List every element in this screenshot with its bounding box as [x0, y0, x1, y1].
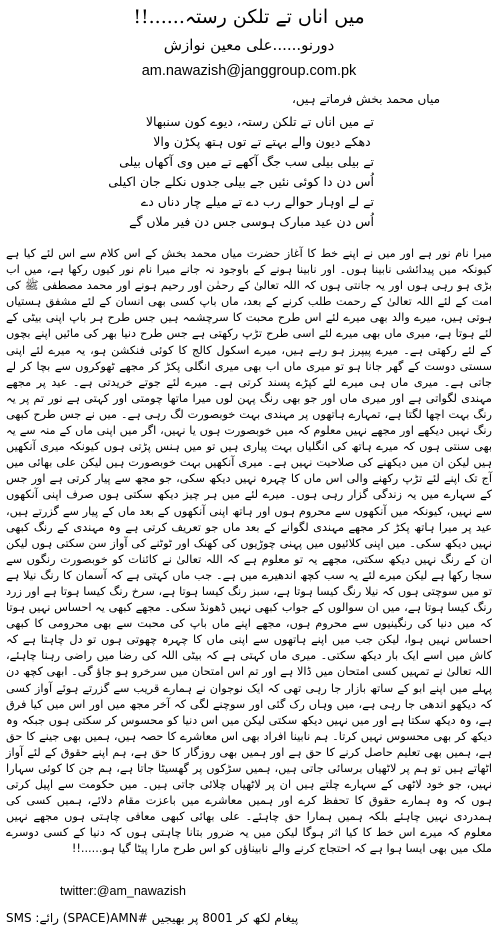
poem-intro: میاں محمد بخش فرماتے ہیں، [291, 92, 440, 106]
author-email: am.nawazish@janggroup.com.pk [141, 63, 357, 79]
sms-instructions: SMS :رائے (SPACE)AMN# پیغام لکھ کر 8001 پر بھیجیں [6, 911, 299, 925]
poem-line: دھکے دیون والے بہتے تے توں ہتھ پکڑن والا [153, 134, 371, 149]
poem-line: تے لے اوہار حوالے رب دے تے میلے چار دناں دے [140, 194, 374, 209]
poem-line: اُس دن دا کوئی نئیں جے بیلی جدوں نکلے جان اکیلی [108, 174, 374, 189]
twitter-handle: twitter:@am_nawazish [60, 884, 186, 898]
column-body: میرا نام نور ہے اور میں نے اپنے خط کا آغاز حضرت میاں محمد بخش کے اس کلام سے اس لئے کیا ہے کیونکہ میں پیدائشی نابینا ہوں۔ اور نابینا ہونے کے باوجود نہ جانے میرا نام نور کیوں رکھا ہے، میں اب بڑی ہو رہی ہوں اور یہ جانتی ہوں کہ اللہ تعالیٰ کے رحمٰن اور رحیم ہونے اور محمد مصطفی ﷺ کی امت کے لئے اللہ تعالیٰ کے رحمت طلب کرنے کے بعد، ماں باپ کسی بھی انسان کے لئے مشفق ہستیاں ہوتی ہیں، میرے والد بھی میرے لئے اس طرح محبت کا سرچشمہ ہیں جس طرح ہر باپ اپنی بیٹی کے لئے ہوتا ہے، میری ماں بھی میرے لئے اسی طرح تڑپ رکھتی ہے جس طرح دنیا بھر کی مائیں اپنے بچوں کے لئے رکھتی ہے۔ میرے پیپرز ہو رہے ہیں، میرے اسکول کالج کا کوئی فنکشن ہو، یہ میرے لئے اپنی سستی دوست کے گھر جانا ہو تو میری ماں اب بھی میری انگلی پکڑ کر مجھے ٹھوکروں سے بچا کر لے جاتی ہے۔ میری ماں ہی میرے لئے کپڑے پسند کرتی ہے۔ میرے لئے جوتے خریدتی ہے۔ عید پر مجھے مہندی لگواتی ہے اور میری ماں اور جو بھی رنگ پہن لوں میرا ماتھا چومتی اور کہتی ہے نور تم پر یہ رنگ بہت اچھا لگتا ہے، تمہارے ہاتھوں پر مہندی بہت خوبصورت لگ رہی ہے۔ میں نے جس طرح کبھی رنگ نہیں دیکھے اور مجھے نہیں معلوم کہ میں خوبصورت ہوں یا نہیں، اگر میں اپنی ماں کے منہ سے یہ بھی سنتی ہوں کہ میرے ہاتھ کی انگلیاں بہت پیاری ہیں تو میں ہنس پڑتی ہوں کیونکہ میری آنکھیں ہیں لیکن ان میں دیکھنے کی صلاحیت نہیں ہے۔ میری آنکھیں بہت خوبصورت ہیں لیکن علی بھائی میں آج تک اپنے لئے تڑپ رکھنے والی اس ماں کا چہرہ نہیں دیکھ سکی، جو مجھ سے پیار کرتی ہے اور جس کے سہارے میں یہ زندگی گزار رہی ہوں۔ میرے لئے میں ہر چیز دیکھ سکتی ہوں صرف اپنی آنکھوں سے نہیں، کیونکہ میں آنکھوں سے محروم ہوں اور ہاتھ اپنی آنکھوں کے بعد ماں کے پیار سے گزرتے ہیں، عید پر میرا ہاتھ پکڑ کر مجھے مہندی لگوانے کے بعد ماں جو تعریف کرتی ہے وہ مہندی کے رنگ کبھی نہیں دیکھ سکی۔ میں اپنی کلائیوں میں پہنی چوڑیوں کی کھنک اور ٹوٹنے کی آواز سن سکتی ہوں لیکن ان کے رنگ نہیں دیکھ سکتی، مجھے یہ تو معلوم ہے کہ اللہ تعالیٰ نے کائنات کو خوبصورت رنگوں سے سجا رکھا ہے لیکن میرے لئے یہ سب کچھ اندھیرے میں ہے۔ جب ماں کہتی ہے کہ آسمان کا رنگ نیلا ہے تو میں سوچتی ہوں کہ نیلا رنگ کیسا ہوتا ہے، سبز رنگ کیسا ہوتا ہے، سرخ رنگ کیسا ہوتا ہے اور زرد رنگ کیسا ہوتا ہے، میں ان سوالوں کے جواب کبھی نہیں ڈھونڈ سکی۔ مجھے کبھی یہ احساس نہیں ہوتا کہ میں دنیا کی رنگینیوں سے محروم ہوں، مجھے اپنے ماں باپ کی محبت سے بھی محرومی کا کبھی احساس نہیں ہوا، لیکن جب میں اپنے ہاتھوں سے اپنی ماں کا چہرہ چھوتی ہوں تو دل چاہتا ہے کہ کاش میں اسے ایک بار دیکھ سکتی۔ میری ماں کہتی ہے کہ بیٹی اللہ کی رضا میں راضی رہنا چاہئے، اللہ تعالیٰ نے تمہیں کسی امتحان میں ڈالا ہے اور تم اس امتحان میں سرخرو ہو جاؤ گی۔ ابھی کچھ دن پہلے میں اپنے ابو کے ساتھ بازار جا رہی تھی کہ ایک نوجوان نے ہمارے قریب سے گزرتے ہوئے آواز کسی کہ دیکھو اندھی جا رہی ہے، میں وہاں رک گئی اور سوچنے لگی کہ آخر مجھ میں اور اس میں کیا فرق ہے، وہ دیکھ سکتا ہے اور میں نہیں دیکھ سکتی لیکن میں اس دنیا کو محسوس کر سکتی ہوں جبکہ وہ دیکھ کر بھی محسوس نہیں کرتا۔ ہم نابینا افراد بھی اس معاشرے کا حصہ ہیں، ہمیں بھی جینے کا حق ہے، ہمیں بھی تعلیم حاصل کرنے کا حق ہے اور ہمیں بھی روزگار کا حق ہے، ہم اپنے حقوق کے لئے آواز اٹھاتے ہیں تو ہم پر لاٹھیاں برسائی جاتی ہیں، ہمیں سڑکوں پر گھسیٹا جاتا ہے، ہم جن کا کوئی سہارا نہیں، جو خود لاٹھی کے سہارے چلتے ہیں ان پر لاٹھیاں چلائی جاتی ہیں۔ میں حکومت سے اپیل کرتی ہوں کہ وہ ہمارے حقوق کا تحفظ کرے اور ہمیں معاشرے میں باعزت مقام دلائے، ہمیں کسی کی ہمدردی نہیں چاہئے بلکہ ہمیں ہمارا حق چاہئے۔ علی بھائی کبھی معافی چاہتی ہوں مجھے نہیں معلوم کہ میرے اس خط کا کیا اثر ہوگا لیکن میں یہ ضرور بتانا چاہتی ہوں کہ دنیا کے کسی دوسرے ملک میں بھی ایسا ہوا ہے کہ احتجاج کرنے والے نابیناؤں کو اس طرح مارا پیٹا گیا ہو......!! [6, 247, 492, 856]
poem-line: تے بیلی بیلی سب جگ آکھے تے میں وی آکھاں بیلی [119, 154, 374, 169]
poem-line: تے میں اناں تے تلکن رستہ، دیوے کون سنبھالا [145, 114, 374, 129]
column-byline: دورنو......علی معین نوازش [163, 36, 335, 54]
poem-line: اُس دن عید مبارک ہوسی جس دن فیر ملاں گے [129, 214, 374, 229]
column-headline: میں اناں تے تلکن رستہ......!! [133, 6, 365, 28]
poem-verse [108, 112, 374, 232]
